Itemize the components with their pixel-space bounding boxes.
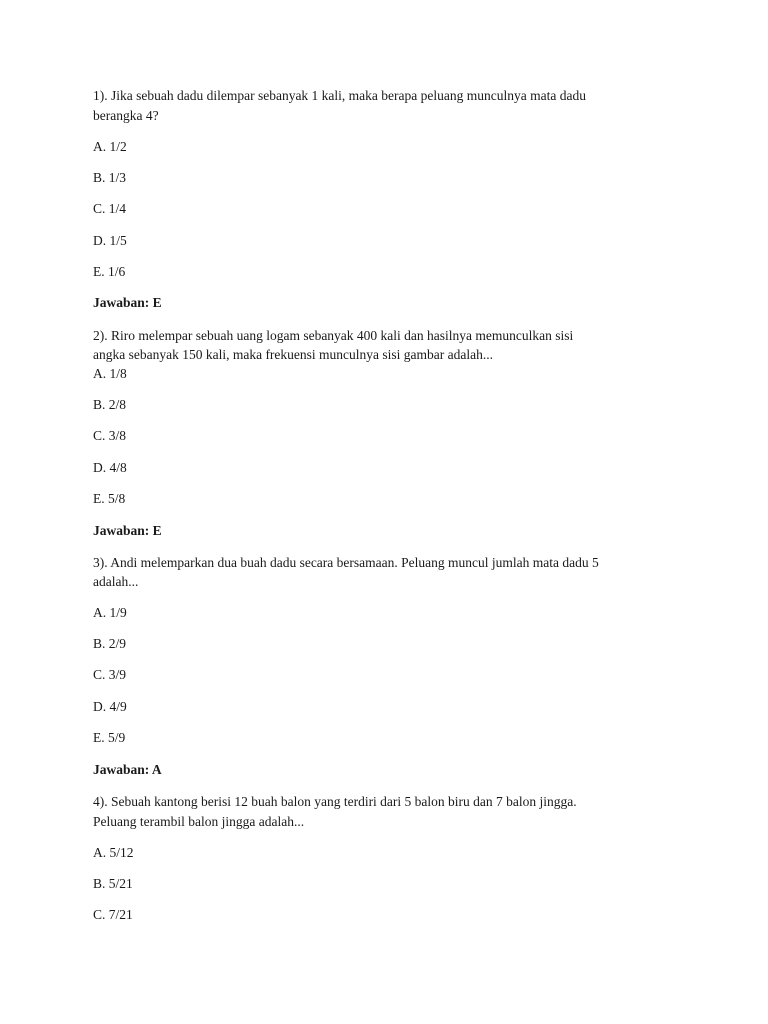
question-4-option-a: A. 5/12 (93, 845, 134, 860)
question-2-option-b: B. 2/8 (93, 397, 127, 412)
question-2-option-c: C. 3/8 (93, 428, 127, 443)
question-4-text-line-1: 4). Sebuah kantong berisi 12 buah balon yang terdiri dari 5 balon biru dan 7 balon jingga. (93, 794, 577, 809)
question-3-option-a: A. 1/9 (93, 605, 127, 620)
question-3-option-e: E. 5/9 (93, 730, 126, 745)
question-3-text-line-2: adalah... (93, 574, 139, 589)
question-1-option-d: D. 1/5 (93, 233, 127, 248)
question-2-answer: Jawaban: E (93, 523, 162, 538)
question-1-option-b: B. 1/3 (93, 170, 127, 185)
question-3-option-d: D. 4/9 (93, 699, 127, 714)
question-4-text-line-2: Peluang terambil balon jingga adalah... (93, 814, 305, 829)
question-2-option-d: D. 4/8 (93, 460, 127, 475)
question-3-text-line-1: 3). Andi melemparkan dua buah dadu secara bersamaan. Peluang muncul jumlah mata dadu 5 (93, 555, 599, 570)
question-3-answer: Jawaban: A (93, 762, 162, 777)
question-1-option-a: A. 1/2 (93, 139, 127, 154)
question-4-option-c: C. 7/21 (93, 907, 133, 922)
question-2-text-line-2: angka sebanyak 150 kali, maka frekuensi munculnya sisi gambar adalah... (93, 347, 493, 362)
question-4-option-b: B. 5/21 (93, 876, 133, 891)
question-1-text-line-2: berangka 4? (93, 108, 159, 123)
question-1-option-e: E. 1/6 (93, 264, 126, 279)
question-2-option-e: E. 5/8 (93, 491, 126, 506)
question-3-option-c: C. 3/9 (93, 667, 127, 682)
question-1-answer: Jawaban: E (93, 295, 162, 310)
question-2-text-line-1: 2). Riro melempar sebuah uang logam sebanyak 400 kali dan hasilnya memunculkan sisi (93, 328, 574, 343)
question-1-option-c: C. 1/4 (93, 201, 127, 216)
question-2-option-a: A. 1/8 (93, 366, 127, 381)
question-3-option-b: B. 2/9 (93, 636, 127, 651)
question-1-text-line-1: 1). Jika sebuah dadu dilempar sebanyak 1 kali, maka berapa peluang munculnya mata dadu (93, 88, 586, 103)
